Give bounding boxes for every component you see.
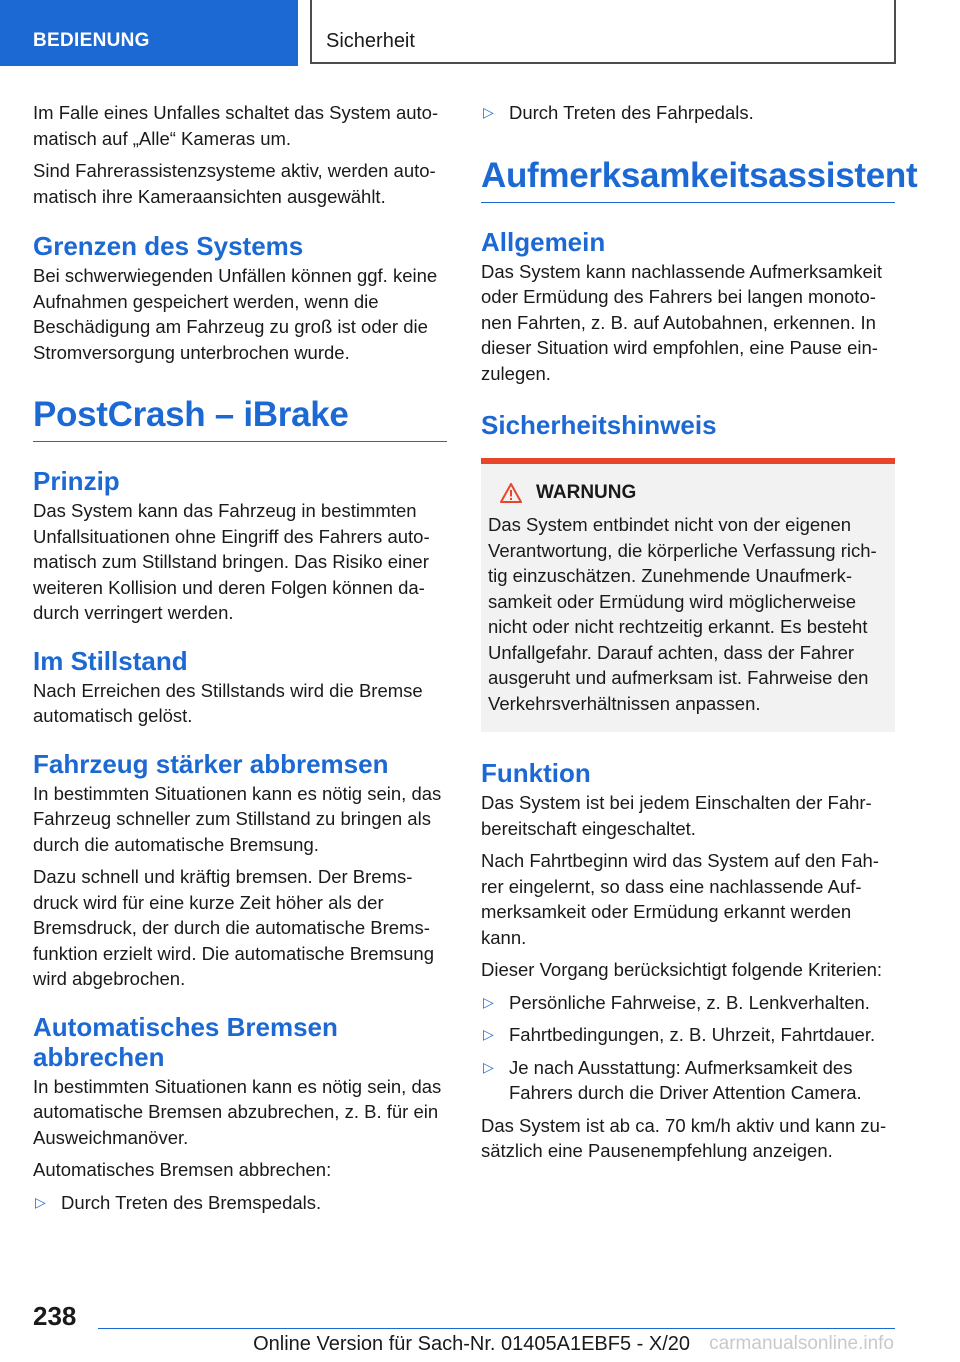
paragraph: Im Falle eines Unfalles schaltet das System auto‐matisch auf „Alle“ Kameras um. xyxy=(33,102,439,149)
paragraph: Nach Fahrtbeginn wird das System auf den Fah‐rer eingelernt, so dass eine nachlassende Auf‐merksamkeit oder Ermüdung erkannt werden kann. xyxy=(481,850,879,948)
paragraph: Das System ist ab ca. 70 km/h aktiv und kann zu‐sätzlich eine Pausenempfehlung anzeigen. xyxy=(481,1114,887,1161)
paragraph: In bestimmten Situationen kann es nötig sein, das Fahrzeug schneller zum Stillstand zu bringen als durch die automatische Bremsung. xyxy=(33,782,442,855)
triangle-bullet-icon: ▷ xyxy=(483,1026,494,1042)
list-item xyxy=(481,990,895,1016)
heading-grenzen: Grenzen des Systems xyxy=(33,231,304,261)
paragraph: Automatisches Bremsen abbrechen: xyxy=(33,1159,332,1180)
paragraph: Das System kann nachlassende Aufmerksamkeit oder Ermüdung des Fahrers bei langen monoto‐nen Fahrten, z. B. auf Autobahnen, erkennen. In dieser Situation wird empfohlen, eine Pause ein‐zulegen. xyxy=(481,260,883,384)
list-item xyxy=(33,1190,447,1216)
left-column xyxy=(33,100,447,1222)
paragraph: Dieser Vorgang berücksichtigt folgende Kriterien: xyxy=(481,959,883,980)
triangle-bullet-icon: ▷ xyxy=(483,993,494,1010)
online-version-text: Online Version für Sach-Nr. 01405A1EBF5 - X/20 xyxy=(253,1333,690,1355)
section-tab: BEDIENUNG xyxy=(0,0,298,66)
heading-sicherheitshinweis: Sicherheitshinweis xyxy=(481,410,717,440)
paragraph: Bei schwerwiegenden Unfällen können ggf. keine Aufnahmen gespeichert werden, wenn die Beschädigung am Fahrzeug zu groß ist oder die Stromversorgung unterbrochen wurde. xyxy=(33,265,438,363)
list-item-text: Persönliche Fahrweise, z. B. Lenkverhalten. xyxy=(509,991,870,1013)
heading-postcrash: PostCrash – iBrake xyxy=(33,395,447,442)
heading-staerker: Fahrzeug stärker abbremsen xyxy=(33,748,389,779)
footer-divider xyxy=(98,1328,895,1329)
list-item xyxy=(481,100,895,126)
heading-allgemein: Allgemein xyxy=(481,226,606,257)
list-item-text: Durch Treten des Fahrpedals. xyxy=(509,102,754,123)
paragraph: In bestimmten Situationen kann es nötig sein, das automatische Bremsen abzubrechen, z. B. für ein Ausweichmanöver. xyxy=(33,1075,442,1148)
chapter-title: Sicherheit xyxy=(310,0,896,64)
warning-header xyxy=(488,482,885,504)
list-item-text: Durch Treten des Bremspedals. xyxy=(61,1191,322,1213)
paragraph: Das System kann das Fahrzeug in bestimmten Unfallsituationen ohne Eingriff des Fahrers auto‐matisch zum Stillstand bringen. Das Risiko einer weiteren Kollision und deren Folgen können da‐durch verringert werden. xyxy=(33,500,430,623)
watermark: carmanualsonline.info xyxy=(709,1333,894,1354)
paragraph: Dazu schnell und kräftig bremsen. Der Brems‐druck wird für eine kurze Zeit höher als der Bremsdruck, der durch die automatische Brems‐funktion erzielt wird. Die automatische Bremsung wird abgebrochen. xyxy=(33,866,435,989)
list-item-text: Fahrtbedingungen, z. B. Uhrzeit, Fahrtdauer. xyxy=(509,1024,876,1045)
heading-prinzip: Prinzip xyxy=(33,466,120,496)
heading-stillstand: Im Stillstand xyxy=(33,645,188,676)
warning-triangle-icon xyxy=(500,483,522,503)
page-header xyxy=(0,0,960,66)
list-item-text: Je nach Ausstattung: Aufmerksamkeit des Fahrers durch die Driver Attention Camera. xyxy=(509,1056,862,1103)
heading-aufmerksamkeit: Aufmerksamkeitsassistent xyxy=(481,156,895,203)
triangle-bullet-icon: ▷ xyxy=(35,1193,46,1210)
list-item xyxy=(481,1055,895,1106)
warning-box xyxy=(481,458,895,732)
paragraph: Sind Fahrerassistenzsysteme aktiv, werden auto‐matisch ihre Kameraansichten ausgewählt. xyxy=(33,160,436,207)
paragraph: Nach Erreichen des Stillstands wird die Bremse automatisch gelöst. xyxy=(33,679,423,726)
triangle-bullet-icon: ▷ xyxy=(483,104,494,120)
warning-title: WARNUNG xyxy=(536,482,637,503)
heading-abbrechen: Automatisches Bremsen abbrechen xyxy=(33,1011,338,1072)
triangle-bullet-icon: ▷ xyxy=(483,1058,494,1075)
page-number: 238 xyxy=(33,1301,77,1331)
right-column xyxy=(481,100,918,1171)
warning-text: Das System entbindet nicht von der eigenen Verantwortung, die körperliche Verfassung rich‐tig einzuschätzen. Zunehmende Unaufmerk‐samkeit oder Ermüdung wird möglicherweise nicht oder nicht rechtzeitig erkannt. Es besteht Unfallgefahr. Darauf achten, dass der Fahrer ausgeruht und aufmerksam ist. Fahrweise den Verkehrsverhältnissen anpassen. xyxy=(488,514,877,714)
list-item xyxy=(481,1022,895,1048)
heading-funktion: Funktion xyxy=(481,758,591,788)
paragraph: Das System ist bei jedem Einschalten der Fahr‐bereitschaft eingeschaltet. xyxy=(481,792,872,839)
